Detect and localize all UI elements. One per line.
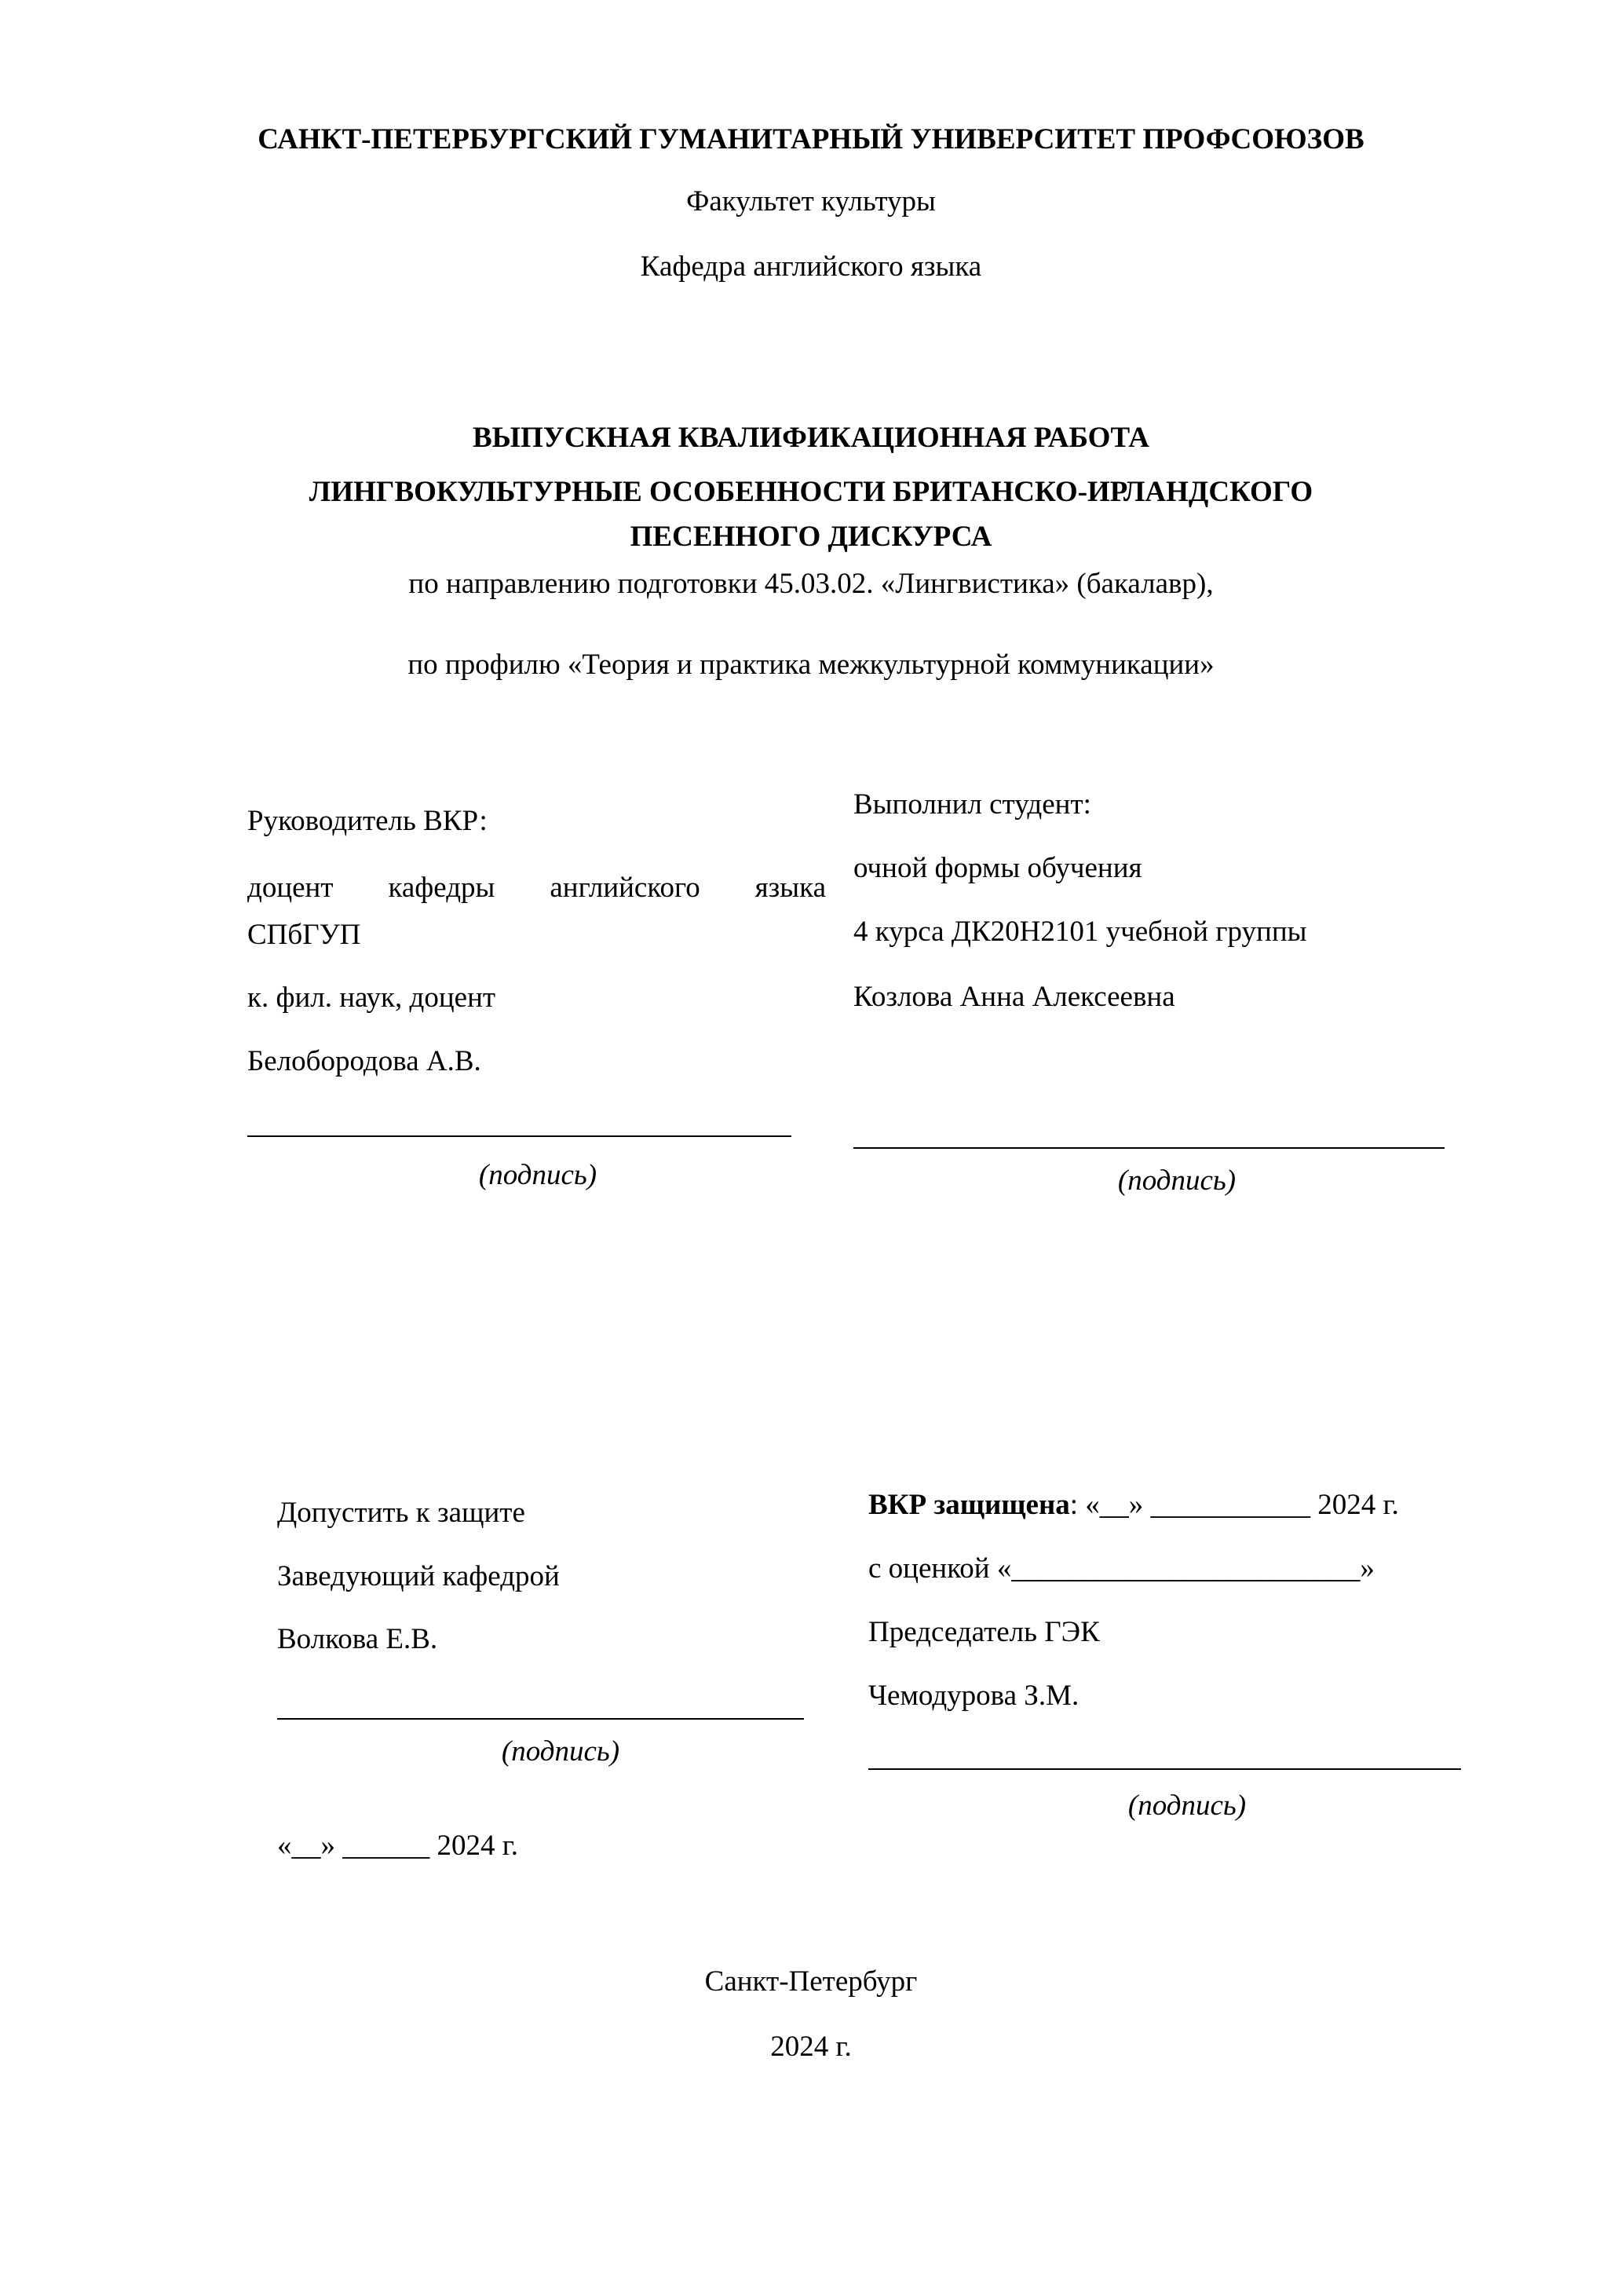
admission-label: Допустить к защите (277, 1497, 525, 1529)
profile: по профилю «Теория и практика межкультурной коммуникации» (407, 649, 1215, 681)
faculty-name: Факультет культуры (686, 185, 936, 218)
student-form: очной формы обучения (853, 852, 1142, 884)
university-name: САНКТ-ПЕТЕРБУРГСКИЙ ГУМАНИТАРНЫЙ УНИВЕРСИТЕТ ПРОФСОЮЗОВ (258, 123, 1364, 155)
supervisor-org: СПбГУП (247, 919, 361, 951)
student-label: Выполнил студент: (853, 788, 1091, 821)
supervisor-signature-line (247, 1135, 791, 1137)
topic-line-2: ПЕСЕННОГО ДИСКУРСА (630, 521, 992, 553)
defense-chair-name: Чемодурова З.М. (868, 1680, 1080, 1712)
direction: по направлению подготовки 45.03.02. «Лингвистика» (бакалавр), (408, 568, 1214, 600)
student-name: Козлова Анна Алексеевна (853, 981, 1175, 1013)
student-signature-caption: (подпись) (1117, 1164, 1237, 1197)
defense-signature-caption: (подпись) (1127, 1790, 1247, 1822)
admission-date: «__» ______ 2024 г. (277, 1830, 519, 1862)
topic-line-1: ЛИНГВОКУЛЬТУРНЫЕ ОСОБЕННОСТИ БРИТАНСКО-ИРЛАНДСКОГО (309, 476, 1313, 508)
defense-label: ВКР защищена (868, 1489, 1070, 1521)
supervisor-degree: к. фил. наук, доцент (247, 982, 496, 1014)
defense-date: : «__» ___________ 2024 г. (1069, 1489, 1399, 1521)
admission-name: Волкова Е.В. (277, 1623, 438, 1655)
admission-role: Заведующий кафедрой (277, 1560, 560, 1592)
department-name: Кафедра английского языка (640, 250, 982, 283)
supervisor-name: Белобородова А.В. (247, 1045, 481, 1077)
footer-year: 2024 г. (770, 2031, 852, 2063)
work-type: ВЫПУСКНАЯ КВАЛИФИКАЦИОННАЯ РАБОТА (472, 422, 1150, 454)
student-signature-line (853, 1147, 1445, 1149)
supervisor-signature-caption: (подпись) (478, 1159, 597, 1191)
supervisor-position: доцент кафедры английского языка (247, 872, 826, 904)
defense-status (868, 1488, 1399, 1523)
footer-city: Санкт-Петербург (704, 1965, 918, 1998)
admission-signature-caption: (подпись) (501, 1735, 620, 1768)
defense-role: Председатель ГЭК (868, 1616, 1100, 1648)
admission-signature-line (277, 1718, 804, 1720)
defense-grade: с оценкой «________________________» (868, 1552, 1375, 1585)
student-group: 4 курса ДК20Н2101 учебной группы (853, 916, 1307, 948)
defense-signature-line (868, 1768, 1461, 1770)
supervisor-label: Руководитель ВКР: (247, 805, 488, 837)
